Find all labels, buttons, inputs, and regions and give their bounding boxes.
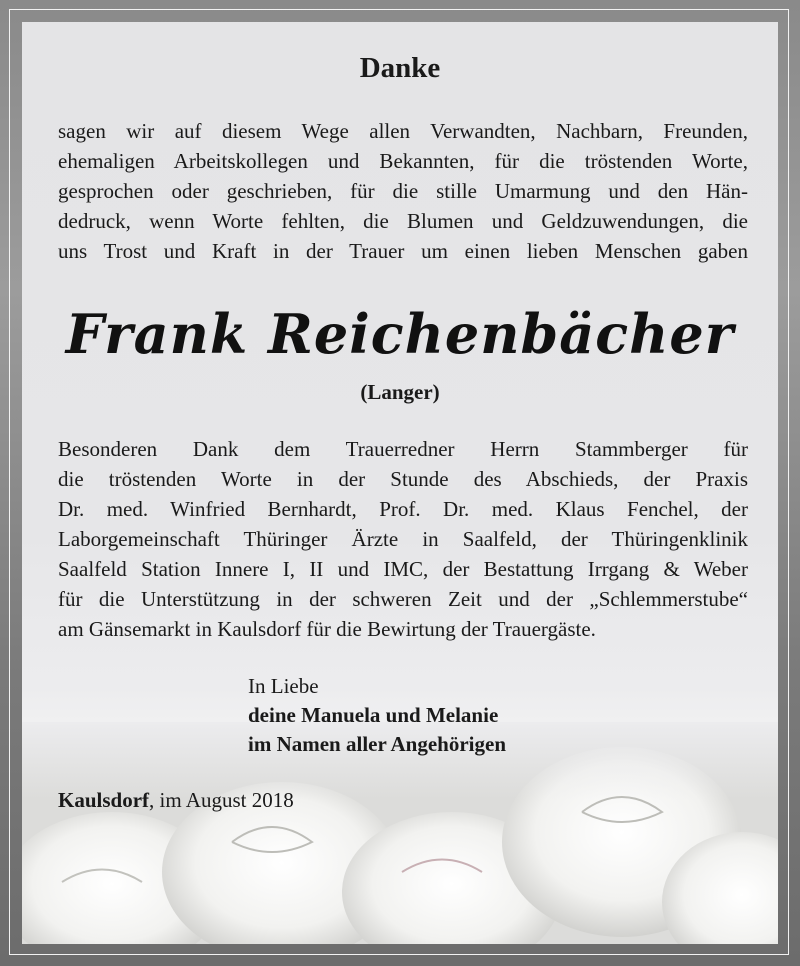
thanks-paragraph [58,434,748,644]
intro-line: gesprochen oder geschrieben, für die stille Umarmung und den Hän- [58,179,748,203]
heading-danke: Danke [359,52,441,84]
deceased-name: Frank Reichenbächer [65,302,735,366]
intro-line: ehemaligen Arbeitskollegen und Bekannten, für die tröstenden Worte, [58,149,748,173]
thanks-line: am Gänsemarkt in Kaulsdorf für die Bewirtung der Trauergäste. [58,617,596,641]
place-name: Kaulsdorf [58,788,150,812]
date-text: , im August 2018 [149,788,294,812]
signature-names: deine Manuela und Melanie [248,703,499,727]
thanks-line: Saalfeld Station Innere I, II und IMC, der Bestattung Irrgang & Weber [58,557,748,581]
deceased-birth-name: (Langer) [360,380,440,404]
intro-paragraph [58,116,748,266]
intro-line: uns Trost und Kraft in der Trauer um einen lieben Menschen gaben [58,239,748,263]
thanks-line: die tröstenden Worte in der Stunde des Abschieds, der Praxis [58,467,748,491]
intro-line: dedruck, wenn Worte fehlten, die Blumen und Geldzuwendungen, die [58,209,748,233]
signature-greeting: In Liebe [248,674,319,698]
signature-family: im Namen aller Angehörigen [248,732,507,756]
thanks-line: Dr. med. Winfried Bernhardt, Prof. Dr. med. Klaus Fenchel, der [58,497,748,521]
thanks-line: Laborgemeinschaft Thüringer Ärzte in Saalfeld, der Thüringenklinik [58,527,748,551]
signature-block [248,672,708,759]
notice-panel [22,22,778,944]
thanks-line: für die Unterstützung in der schweren Zeit und der „Schlemmerstube“ [58,587,748,611]
thanks-line: Besonderen Dank dem Trauerredner Herrn Stammberger für [58,437,748,461]
intro-line: sagen wir auf diesem Wege allen Verwandten, Nachbarn, Freunden, [58,119,748,143]
place-date [58,788,558,813]
